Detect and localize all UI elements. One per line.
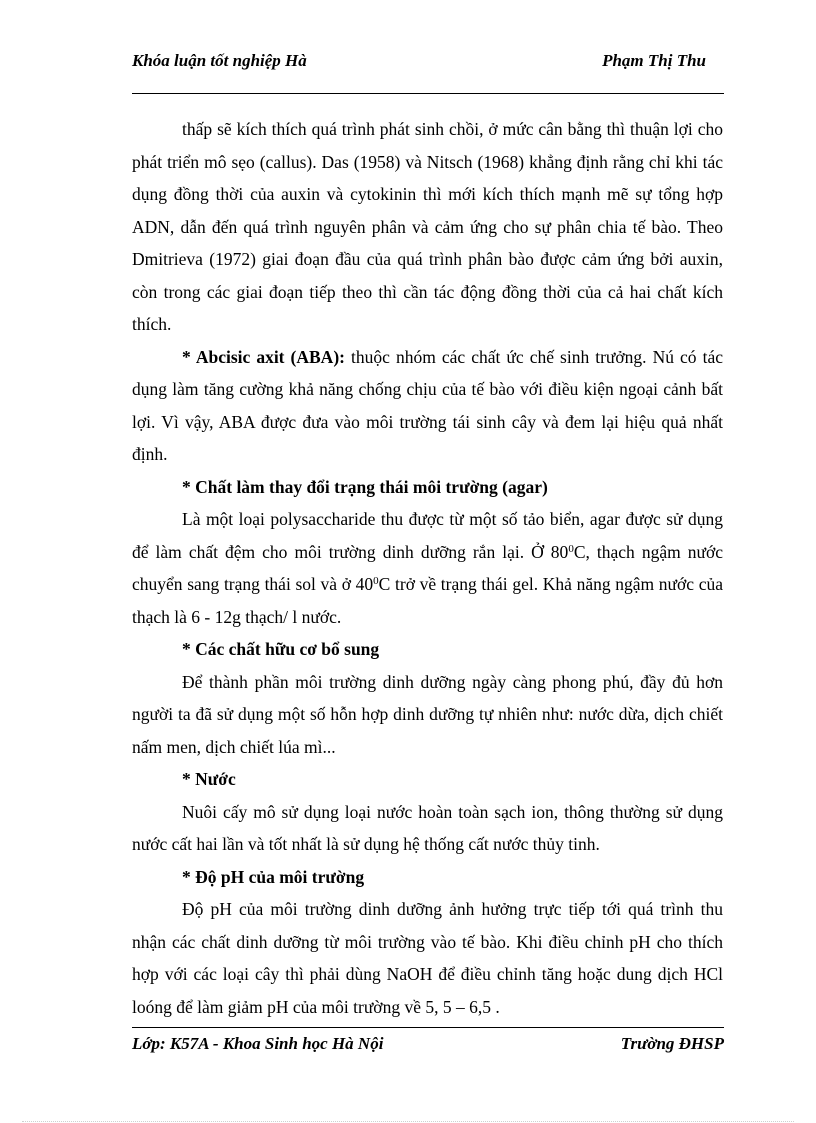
agar-text-a: Là một loại polysaccharide thu được từ một số tảo biển, agar được sử dụng để làm chất đệm cho môi trường dinh dưỡng rắn lại. Ở 80 bbox=[132, 509, 723, 562]
paragraph-hormone-balance: thấp sẽ kích thích quá trình phát sinh chồi, ở mức cân bằng thì thuận lợi cho phát triển mô sẹo (callus). Das (1958) và Nitsch (1968) khẳng định rằng chỉ khi tác dụng đồng thời của auxin và cytokinin thì mới kích thích mạnh mẽ sự tổng hợp ADN, dẫn đến quá trình nguyên phân và cảm ứng cho sự phân chia tế bào. Theo Dmitrieva (1972) giai đoạn đầu của quá trình phân bào được cảm ứng bởi auxin, còn trong các giai đoạn tiếp theo thì cần tác động đồng thời của cả hai chất kích thích. bbox=[132, 119, 723, 334]
header-thesis-label: Khóa luận tốt nghiệp Hà bbox=[132, 51, 307, 70]
page-header bbox=[132, 50, 724, 94]
paragraph-organic: Để thành phần môi trường dinh dưỡng ngày càng phong phú, đầy đủ hơn người ta đã sử dụng một số hỗn hợp dinh dưỡng tự nhiên như: nước dừa, dịch chiết nấm men, dịch chiết lúa mì... bbox=[132, 671, 723, 757]
agar-text-b: C, thạch ngậm nước chuyển sang trạng thái sol và ở 40 bbox=[132, 541, 723, 594]
paragraph-aba bbox=[132, 341, 723, 471]
header-author-name: Phạm Thị Thu bbox=[602, 51, 706, 70]
heading-ph: * Độ pH của môi trường bbox=[182, 866, 365, 887]
agar-text-c: C trở về trạng thái gel. Khả năng ngậm nước của thạch là 6 - 12g thạch/ l nước. bbox=[132, 574, 723, 627]
page-footer bbox=[132, 1033, 724, 1077]
paragraph-agar bbox=[132, 503, 723, 633]
aba-label: * Abcisic axit (ABA): bbox=[182, 346, 345, 367]
page-bottom-edge bbox=[22, 1121, 794, 1122]
agar-degree-2: 0 bbox=[373, 575, 379, 587]
agar-degree-1: 0 bbox=[568, 542, 574, 555]
footer-class-label: Lớp: K57A - Khoa Sinh học Hà Nội bbox=[132, 1034, 384, 1053]
heading-water: * Nước bbox=[182, 769, 236, 789]
heading-organic: * Các chất hữu cơ bổ sung bbox=[182, 639, 380, 659]
document-body bbox=[132, 113, 723, 1023]
footer-divider bbox=[132, 1027, 724, 1028]
aba-text: thuộc nhóm các chất ức chế sinh trưởng. Nú có tác dụng làm tăng cường khả năng chống chịu của tế bào với điều kiện ngoại cảnh bất lợi. Vì vậy, ABA được đưa vào môi trường tái sinh cây và đem lại hiệu quả nhất định. bbox=[132, 346, 723, 464]
footer-school-label: Trường ĐHSP bbox=[620, 1034, 724, 1053]
heading-agar: * Chất làm thay đổi trạng thái môi trường (agar) bbox=[182, 476, 548, 497]
paragraph-water: Nuôi cấy mô sử dụng loại nước hoàn toàn sạch ion, thông thường sử dụng nước cất hai lần và tốt nhất là sử dụng hệ thống cất nước thủy tinh. bbox=[132, 801, 723, 854]
header-divider bbox=[132, 93, 724, 94]
paragraph-ph: Độ pH của môi trường dinh dưỡng ảnh hưởng trực tiếp tới quá trình thu nhận các chất dinh dưỡng từ môi trường vào tế bào. Khi điều chỉnh pH cho thích hợp với các loại cây thì phải dùng NaOH để điều chỉnh tăng hoặc dung dịch HCl loóng để làm giảm pH của môi trường về 5, 5 – 6,5 . bbox=[132, 899, 723, 1017]
